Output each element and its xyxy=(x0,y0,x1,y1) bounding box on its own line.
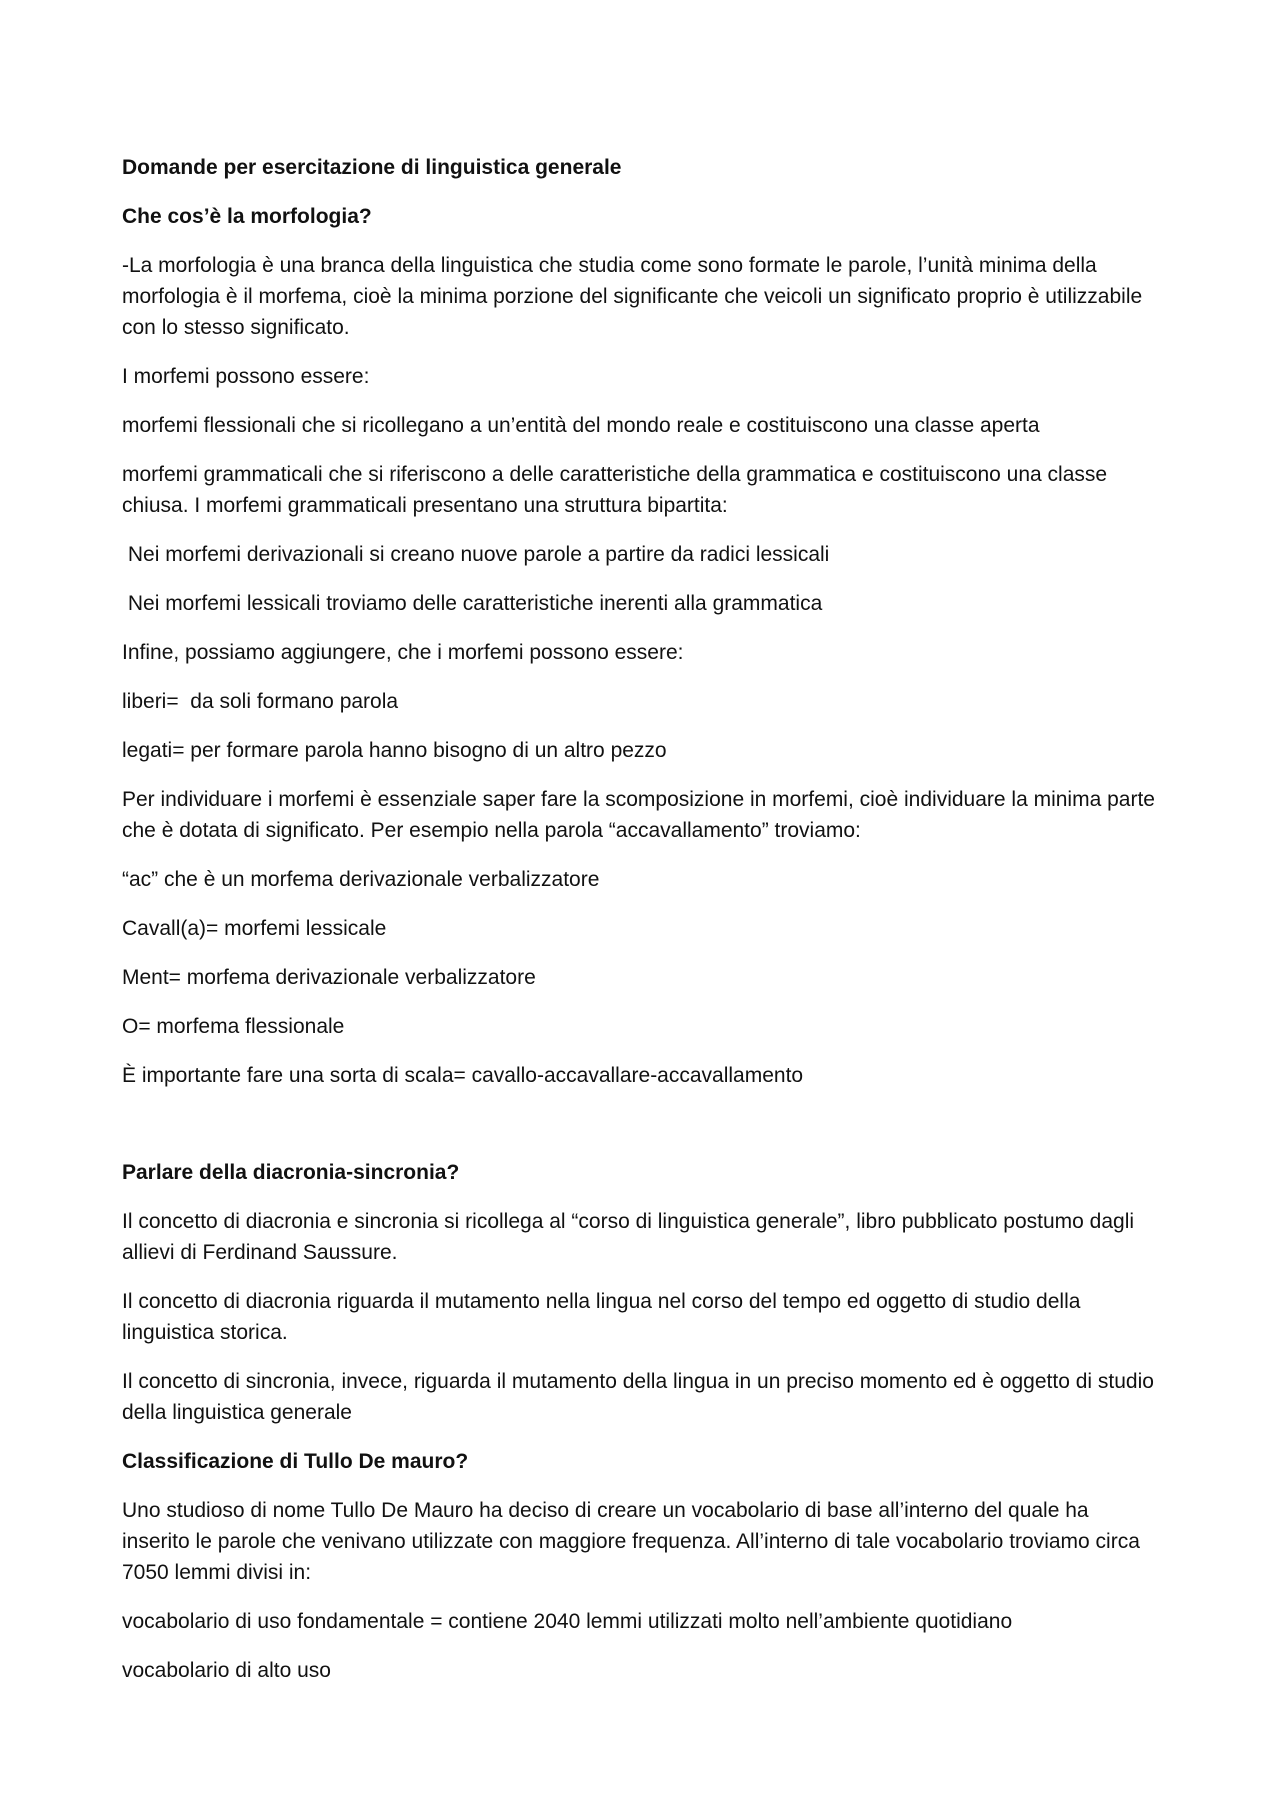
paragraph-types-intro: I morfemi possono essere: xyxy=(122,365,370,388)
paragraph-flessionali: morfemi flessionali che si ricollegano a un’entità del mondo reale e costituiscono una classe aperta xyxy=(122,414,1040,437)
paragraph-morfologia-intro: -La morfologia è una branca della linguistica che studia come sono formate le parole, l’unità minima della morfologia è il morfema, cioè la minima porzione del significante che veicoli un significato proprio è utilizzabile con lo stesso significato. xyxy=(122,254,1149,339)
paragraph-de-mauro-2: vocabolario di uso fondamentale = contiene 2040 lemmi utilizzati molto nell’ambiente quotidiano xyxy=(122,1610,1013,1633)
question-diacronia: Parlare della diacronia-sincronia? xyxy=(122,1161,460,1184)
paragraph-grammaticali: morfemi grammaticali che si riferiscono a delle caratteristiche della grammatica e costituiscono una classe chiusa. I morfemi grammaticali presentano una struttura bipartita: xyxy=(122,463,1113,517)
question-morfologia: Che cos’è la morfologia? xyxy=(122,205,372,228)
question-de-mauro: Classificazione di Tullo De mauro? xyxy=(122,1450,469,1473)
paragraph-legati: legati= per formare parola hanno bisogno di un altro pezzo xyxy=(122,739,667,762)
paragraph-scomposizione: Per individuare i morfemi è essenziale saper fare la scomposizione in morfemi, cioè individuare la minima parte che è dotata di significato. Per esempio nella parola “accavallamento” troviamo: xyxy=(122,788,1161,842)
paragraph-ment: Ment= morfema derivazionale verbalizzatore xyxy=(122,966,536,989)
paragraph-de-mauro-3: vocabolario di alto uso xyxy=(122,1659,331,1682)
paragraph-diacronia-3: Il concetto di sincronia, invece, riguarda il mutamento della lingua in un preciso momento ed è oggetto di studio della linguistica generale xyxy=(122,1370,1160,1424)
document-title: Domande per esercitazione di linguistica generale xyxy=(122,156,622,179)
paragraph-cavall: Cavall(a)= morfemi lessicale xyxy=(122,917,387,940)
paragraph-ac: “ac” che è un morfema derivazionale verbalizzatore xyxy=(122,868,600,891)
paragraph-o: O= morfema flessionale xyxy=(122,1015,345,1038)
paragraph-scala: È importante fare una sorta di scala= cavallo-accavallare-accavallamento xyxy=(122,1064,804,1087)
paragraph-liberi: liberi= da soli formano parola xyxy=(122,690,399,713)
paragraph-diacronia-2: Il concetto di diacronia riguarda il mutamento nella lingua nel corso del tempo ed oggetto di studio della linguistica storica. xyxy=(122,1290,1087,1344)
section-spacer xyxy=(122,1109,1162,1157)
paragraph-derivazionali: Nei morfemi derivazionali si creano nuove parole a partire da radici lessicali xyxy=(122,543,830,566)
paragraph-infine: Infine, possiamo aggiungere, che i morfemi possono essere: xyxy=(122,641,684,664)
paragraph-diacronia-1: Il concetto di diacronia e sincronia si ricollega al “corso di linguistica generale”, libro pubblicato postumo dagli allievi di Ferdinand Saussure. xyxy=(122,1210,1140,1264)
paragraph-de-mauro-1: Uno studioso di nome Tullo De Mauro ha deciso di creare un vocabolario di base all’interno del quale ha inserito le parole che venivano utilizzate con maggiore frequenza. All’interno di tale vocabolario troviamo circa 7050 lemmi divisi in: xyxy=(122,1499,1146,1584)
document-body xyxy=(122,152,1162,1704)
paragraph-lessicali: Nei morfemi lessicali troviamo delle caratteristiche inerenti alla grammatica xyxy=(122,592,823,615)
